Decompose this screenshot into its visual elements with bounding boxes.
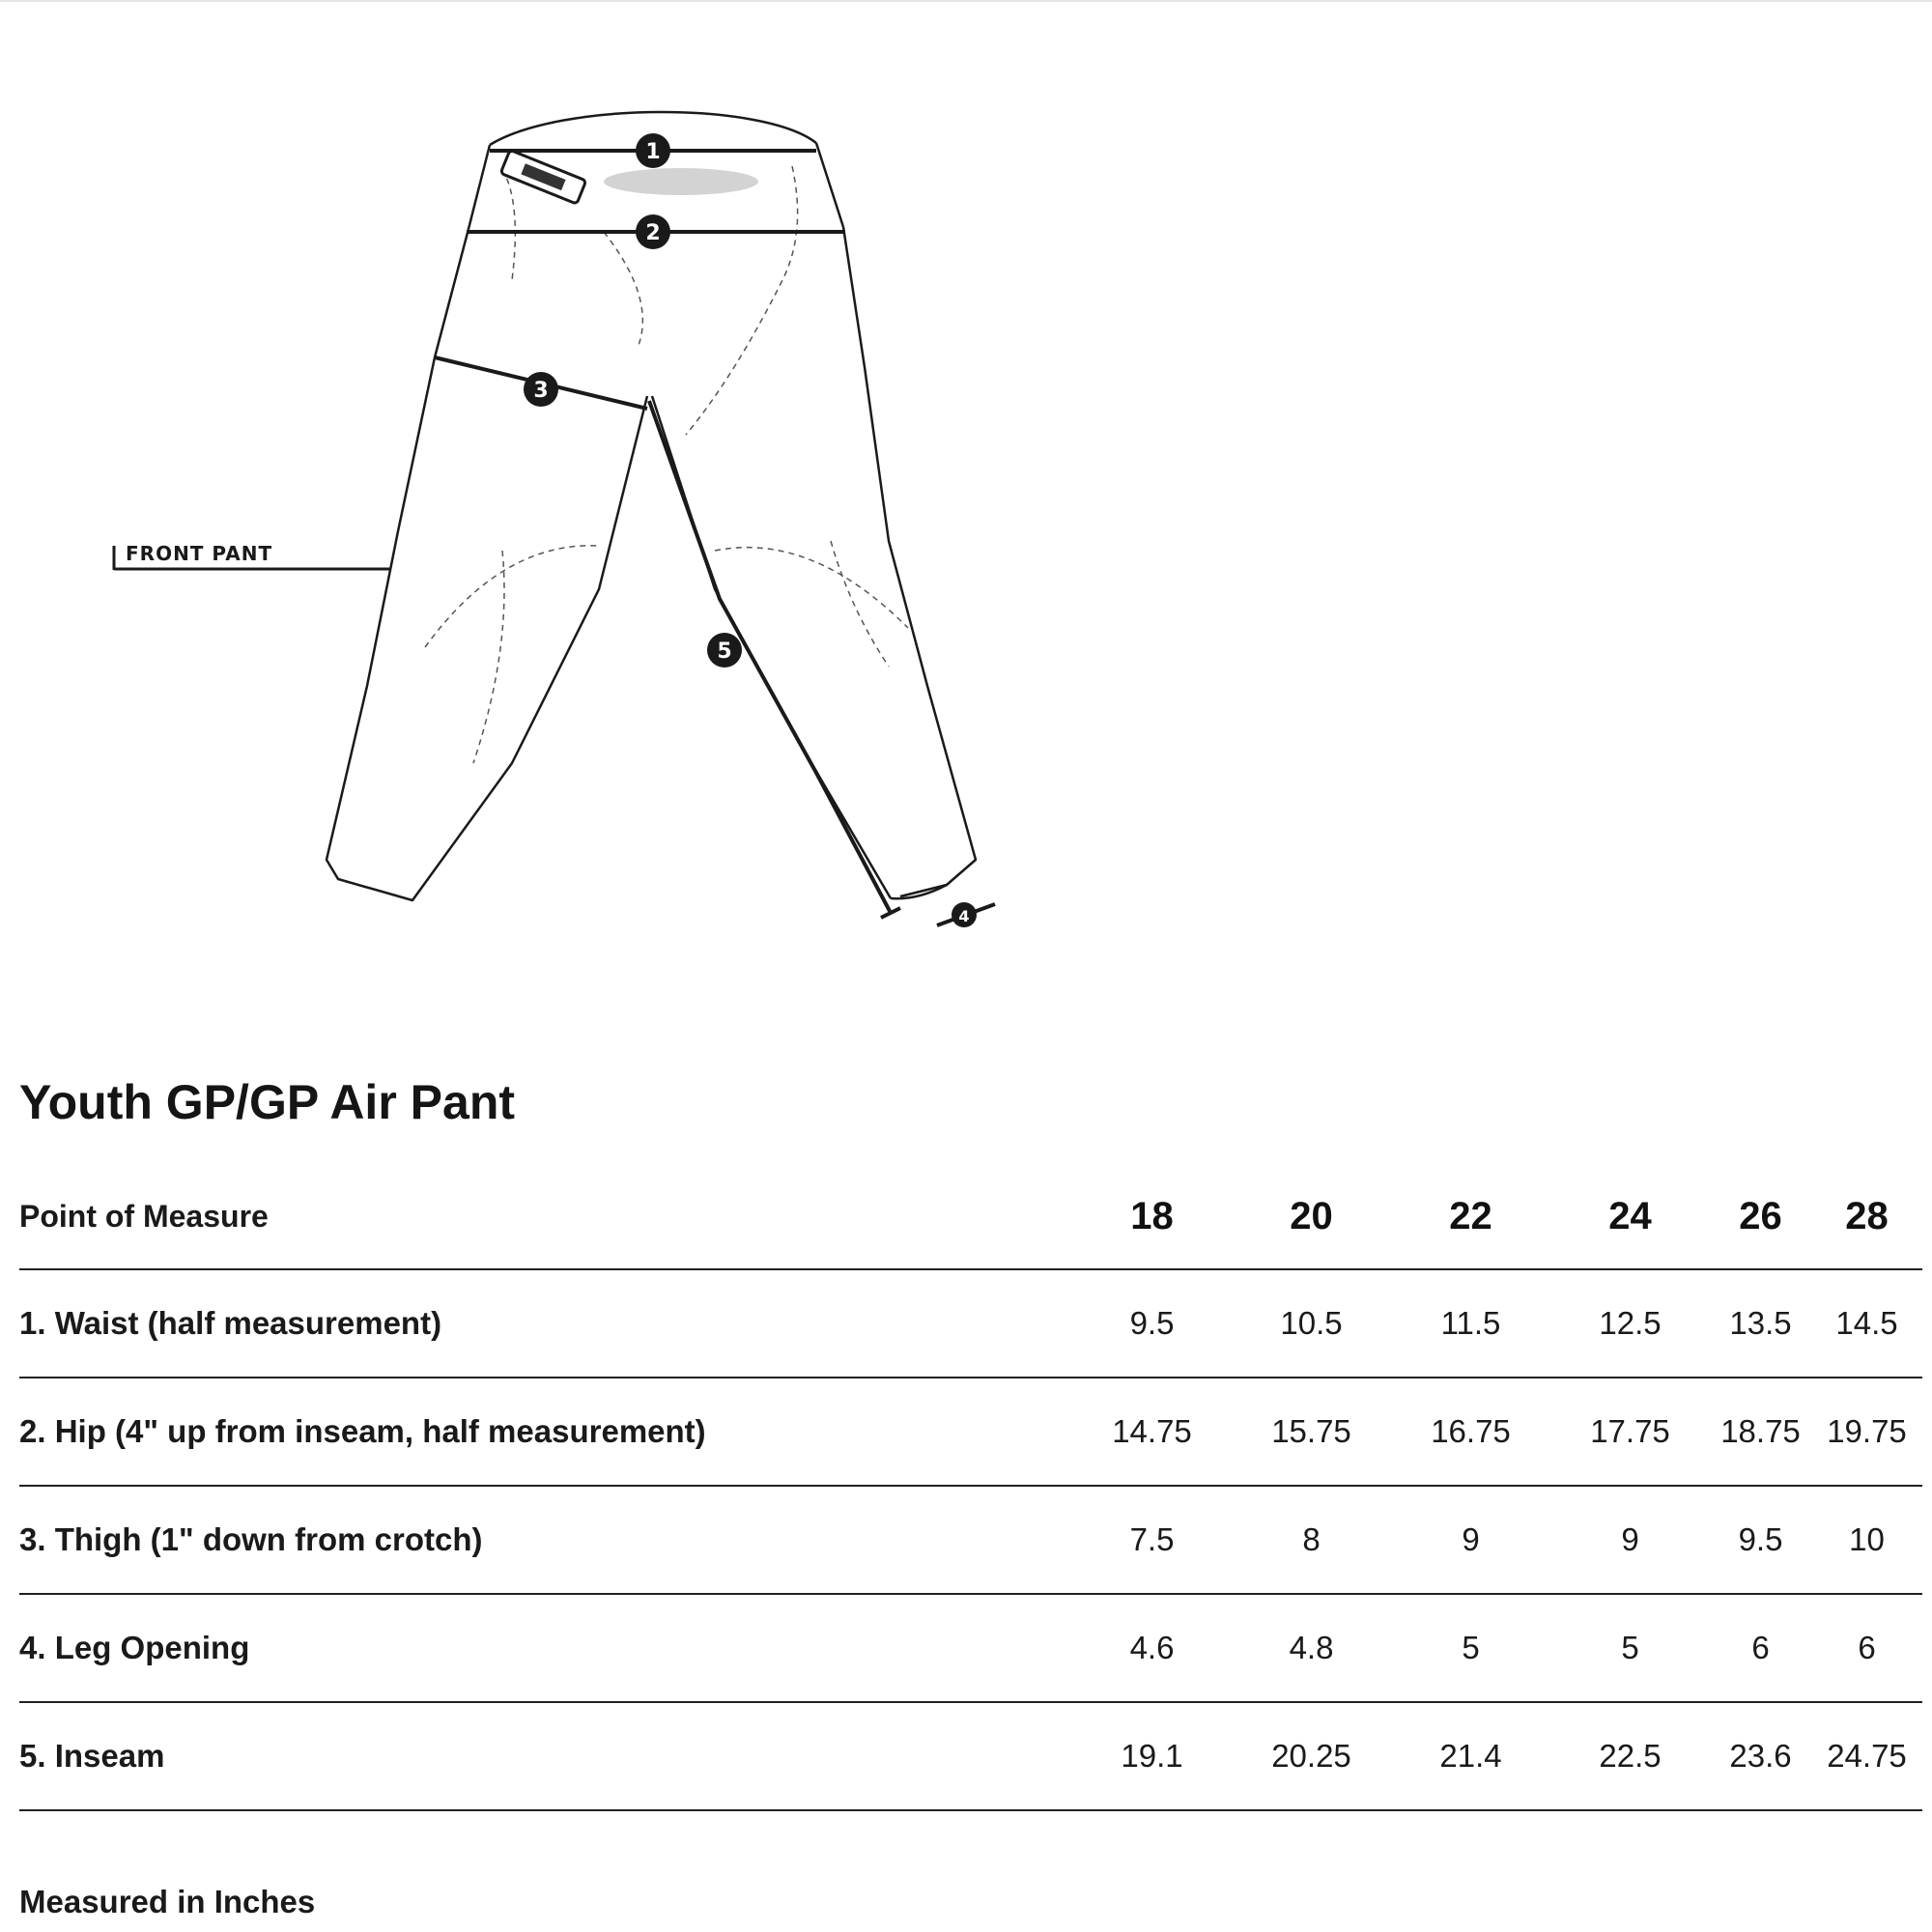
- front-pant-callout: [114, 542, 391, 570]
- measure-value: 23.6: [1710, 1702, 1811, 1810]
- measure-value: 16.75: [1431, 1413, 1511, 1449]
- fly-seam: [604, 232, 642, 348]
- measure-value: 24.75: [1811, 1702, 1922, 1810]
- right-panel-seam: [831, 541, 889, 667]
- measure-value: 6: [1751, 1630, 1770, 1665]
- measure-value: 21.4: [1391, 1702, 1550, 1810]
- size-header: 26: [1710, 1164, 1811, 1269]
- buckle-icon: [500, 150, 586, 204]
- measure-value: 20.25: [1232, 1702, 1391, 1810]
- size-header: 22: [1391, 1164, 1550, 1269]
- measure-value: 19.1: [1072, 1702, 1232, 1810]
- table-row: [19, 1269, 1922, 1378]
- measure-value: 22.5: [1550, 1702, 1710, 1810]
- table-row: [19, 1378, 1922, 1486]
- measure-value: 6: [1858, 1630, 1876, 1665]
- measure-value: 9: [1462, 1521, 1480, 1557]
- units-footnote: Measured in Inches: [19, 1884, 316, 1919]
- measure-value: 9.5: [1129, 1305, 1175, 1341]
- measure-value: 7.5: [1129, 1521, 1175, 1557]
- measure-value: 14.75: [1112, 1413, 1192, 1449]
- right-knee-seam: [715, 548, 908, 628]
- measure-value: 14.5: [1835, 1305, 1898, 1341]
- marker-1-label: 1: [645, 140, 661, 164]
- size-header: 28: [1811, 1164, 1922, 1269]
- measure-value: 9.5: [1738, 1521, 1783, 1557]
- marker-4-label: 4: [958, 907, 970, 925]
- waistband-right-side: [816, 143, 843, 227]
- waistband-left-side: [469, 145, 490, 229]
- measure-label: 1. Waist (half measurement): [19, 1305, 442, 1341]
- measure-value: 10.5: [1280, 1305, 1343, 1341]
- measure-label: 3. Thigh (1" down from crotch): [19, 1521, 483, 1557]
- top-divider: [0, 0, 1932, 2]
- waist-seam-right: [686, 166, 798, 435]
- table-row: [19, 1486, 1922, 1594]
- size-chart-table: [19, 1164, 1922, 1811]
- measure-label: 2. Hip (4" up from inseam, half measurement): [19, 1413, 706, 1449]
- size-chart-title: Youth GP/GP Air Pant: [19, 1075, 516, 1129]
- waistband-lining: [604, 168, 758, 195]
- measure-value: 13.5: [1729, 1305, 1792, 1341]
- measure-value: 19.75: [1827, 1413, 1907, 1449]
- measure-value: 11.5: [1440, 1305, 1501, 1341]
- marker-2-label: 2: [645, 221, 661, 245]
- measure-value: 17.75: [1590, 1413, 1670, 1449]
- right-leg-outline: [843, 227, 976, 896]
- measure-value: 15.75: [1271, 1413, 1351, 1449]
- left-knee-seam: [425, 546, 599, 647]
- size-header: 20: [1232, 1164, 1391, 1269]
- measure-value: 9: [1621, 1521, 1639, 1557]
- right-inner-leg: [652, 396, 891, 898]
- left-panel-seam: [473, 551, 504, 763]
- left-leg-outline: [327, 229, 647, 900]
- measure-value: 12.5: [1599, 1305, 1662, 1341]
- marker-5-label: 5: [717, 639, 732, 664]
- measure-label: 4. Leg Opening: [19, 1630, 250, 1665]
- measure-value: 5: [1462, 1630, 1480, 1665]
- point-of-measure-header: Point of Measure: [19, 1164, 1072, 1269]
- table-row: [19, 1702, 1922, 1810]
- marker-3-label: 3: [533, 379, 549, 403]
- table-row: [19, 1594, 1922, 1702]
- waist-seam-left: [502, 169, 515, 280]
- size-header: 24: [1550, 1164, 1710, 1269]
- measure-value: 4.6: [1129, 1630, 1175, 1665]
- measure-value: 18.75: [1720, 1413, 1801, 1449]
- measure-label: 5. Inseam: [19, 1702, 1072, 1810]
- size-header: 18: [1072, 1164, 1232, 1269]
- measure-value: 10: [1849, 1521, 1885, 1557]
- table-header-row: [19, 1164, 1922, 1269]
- pant-measurement-diagram: [97, 87, 1024, 966]
- measure-value: 8: [1302, 1521, 1321, 1557]
- front-pant-label: FRONT PANT: [126, 542, 273, 565]
- measure-value: 5: [1621, 1630, 1639, 1665]
- measure-value: 4.8: [1289, 1630, 1334, 1665]
